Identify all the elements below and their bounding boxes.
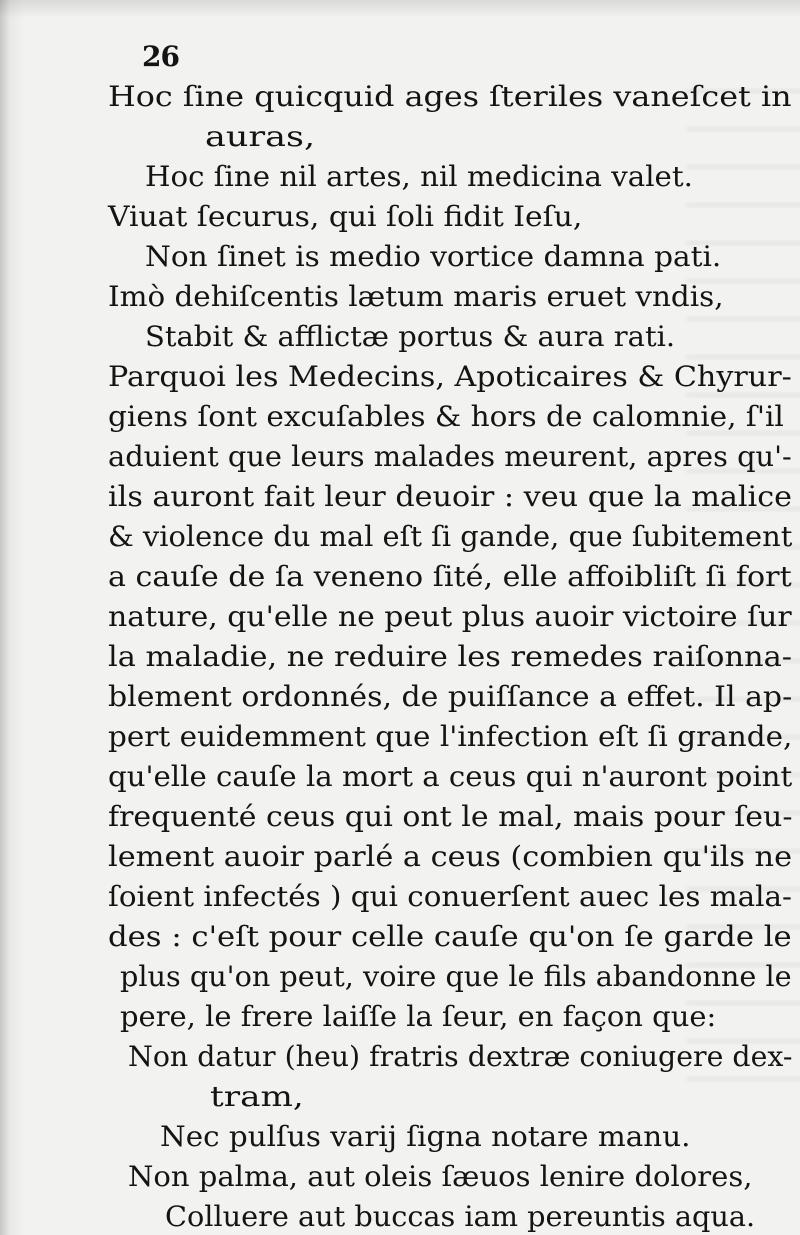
text-line: lement auoir parlé a ceus (combien qu'ils ne: [108, 840, 793, 873]
text-line: Parquoi les Medecins, Apoticaires & Chyrur-: [108, 360, 792, 393]
text-line: des : c'eſt pour celle cauſe qu'on ſe garde le: [108, 920, 792, 953]
text-line: Hoc ſine nil artes, nil medicina valet.: [145, 160, 693, 193]
text-line: auras,: [205, 120, 316, 153]
text-line: Hoc ſine quicquid ages ſteriles vaneſcet in: [108, 80, 792, 113]
text-line: & violence du mal eſt ſi gande, que ſubitement: [108, 520, 793, 553]
text-line: blement ordonnés, de puiſſance a effet. Il ap-: [108, 680, 793, 713]
text-line: Non datur (heu) fratris dextræ coniugere dex-: [128, 1040, 793, 1073]
text-line: qu'elle cauſe la mort a ceus qui n'auront point: [108, 760, 793, 793]
text-line: Stabit & afflictæ portus & aura rati.: [145, 320, 676, 353]
text-line: Colluere aut buccas iam pereuntis aqua.: [165, 1200, 756, 1233]
text-line: pert euidemment que l'infection eſt ſi grande,: [108, 720, 793, 753]
text-line: Non ſinet is medio vortice damna pati.: [145, 240, 722, 273]
text-line: giens ſont excuſables & hors de calomnie, ſ'il: [108, 400, 784, 433]
text-line: ſoient infectés ) qui conuerſent auec les mala-: [108, 880, 792, 913]
text-line: frequenté ceus qui ont le mal, mais pour ſeu-: [108, 800, 793, 833]
text-line: la maladie, ne reduire les remedes raiſonna-: [108, 640, 793, 673]
text-line: Nec pulſus varij ſigna notare manu.: [160, 1120, 691, 1153]
text-line: Imò dehiſcentis lætum maris eruet vndis,: [108, 280, 724, 313]
text-line: Non palma, aut oleis ſæuos lenire dolores,: [128, 1160, 753, 1193]
text-line: plus qu'on peut, voire que le fils abandonne le: [120, 960, 792, 993]
text-line: a cauſe de ſa veneno ſité, elle affoibliſt ſi fort: [108, 560, 792, 593]
text-line: aduient que leurs malades meurent, apres qu'-: [108, 440, 792, 473]
page-number: 26: [142, 40, 179, 73]
text-line: nature, qu'elle ne peut plus auoir victoire ſur: [108, 600, 792, 633]
text-line: pere, le frere laiſſe la ſeur, en façon que:: [120, 1000, 717, 1033]
text-line: ils auront fait leur deuoir : veu que la malice: [108, 480, 793, 513]
text-line: Viuat ſecurus, qui ſoli fidit Ieſu,: [108, 200, 583, 233]
text-line: tram,: [210, 1080, 304, 1113]
